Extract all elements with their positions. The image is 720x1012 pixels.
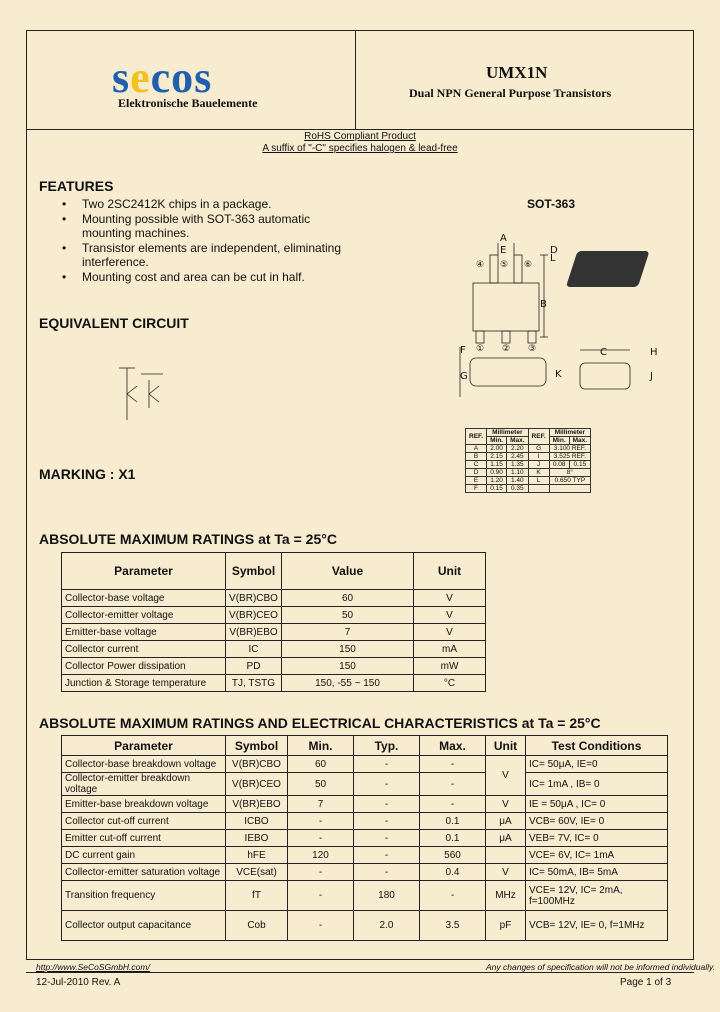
table-row: Collector Power dissipation PD 150 mW [62,658,486,675]
table-row: D 0.90 1.10 K 8° [466,469,591,477]
list-item: • Mounting cost and area can be cut in half. [62,270,362,285]
table-row: Collector output capacitance Cob - 2.0 3.5 pF VCB= 12V, IE= 0, f=1MHz [62,911,668,941]
dim-label: D [550,245,558,256]
header-divider [355,30,356,130]
pin-lead [490,255,498,283]
table-row: Parameter Symbol Min. Typ. Max. Unit Test Conditions [62,736,668,756]
abs-max-table [61,552,486,692]
dim-label: K [555,369,562,380]
package-name: SOT-363 [527,197,576,211]
table-row: Min. Max. Min. Max. [466,437,591,445]
package-drawing [440,225,670,415]
package-body-top [473,283,539,331]
pin-number: ⑤ [500,260,509,270]
marking-label: MARKING : X1 [39,466,136,482]
dim-label: F [460,345,466,356]
table-row: C 1.15 1.35 J 0.08 0.15 [466,461,591,469]
table-row: Collector-base voltage V(BR)CBO 60 V [62,590,486,607]
pin-number: ② [502,344,511,354]
table-row: Collector-emitter voltage V(BR)CEO 50 V [62,607,486,624]
pin-lead [502,331,510,343]
pin-number: ④ [476,260,485,270]
table-row: B 2.15 2.45 I 3.525 REF. [466,453,591,461]
table-row: Parameter Symbol Value Unit [62,553,486,590]
abs-max-title: ABSOLUTE MAXIMUM RATINGS at Ta = 25°C [39,531,337,547]
footer-notice: Any changes of specification will not be informed individually. [486,962,715,972]
part-description: Dual NPN General Purpose Transistors [409,86,612,100]
electrical-title: ABSOLUTE MAXIMUM RATINGS AND ELECTRICAL CHARACTERISTICS at Ta = 25°C [39,715,601,731]
equivalent-circuit-title: EQUIVALENT CIRCUIT [39,315,189,331]
table-row: A 2.00 2.20 G 3.100 REF. [466,445,591,453]
secos-logo: secos [112,53,213,102]
table-row: Emitter cut-off current IEBO - - 0.1 μA VEB= 7V, IC= 0 [62,830,668,847]
table-row: Transition frequency fT - 180 - MHz VCE= 12V, IC= 2mA, f=100MHz [62,881,668,911]
table-row: Junction & Storage temperature TJ, TSTG 150, -55 ~ 150 °C [62,675,486,692]
table-row: Collector-emitter saturation voltage VCE(sat) - - 0.4 V IC= 50mA, IB= 5mA [62,864,668,881]
footer-url[interactable]: http://www.SeCoSGmbH.com/ [36,962,150,972]
dimension-table [465,428,591,493]
pin-lead [528,331,536,343]
table-row: REF. Millimeter REF. Millimeter [466,429,591,437]
list-item: • Transistor elements are independent, eliminating interference. [62,241,362,270]
dim-label: B [540,299,547,310]
dim-label: L [550,253,556,264]
pin-lead [514,255,522,283]
table-row: Collector current IC 150 mA [62,641,486,658]
package-3d-view [566,251,650,287]
halogen-notice: A suffix of "-C" specifies halogen & lead-free [262,143,458,154]
package-body-end [580,363,630,389]
pin-number: ③ [528,344,537,354]
table-row: DC current gain hFE 120 - 560 VCE= 6V, IC= 1mA [62,847,668,864]
table-row: Collector-base breakdown voltage V(BR)CBO 60 - - V IC= 50μA, IE=0 [62,756,668,773]
footer-divider [26,972,694,973]
dim-label: J [650,371,653,382]
dim-label: C [600,347,607,358]
dim-label: H [650,347,658,358]
footer-date: 12-Jul-2010 Rev. A [36,977,121,988]
list-item: • Mounting possible with SOT-363 automatic mounting machines. [62,212,362,241]
footer-page: Page 1 of 3 [620,977,672,988]
dim-label: G [460,371,468,382]
table-row: Collector-emitter breakdown voltage V(BR)CEO 50 - - IC= 1mA , IB= 0 [62,773,668,796]
table-row: Emitter-base breakdown voltage V(BR)EBO 7 - - V IE = 50μA , IC= 0 [62,796,668,813]
rohs-notice: RoHS Compliant Product [304,131,416,142]
table-row: Emitter-base voltage V(BR)EBO 7 V [62,624,486,641]
features-list [62,197,362,284]
pin-number: ① [476,344,485,354]
table-row: F 0.15 0.35 [466,485,591,493]
part-number: UMX1N [486,63,548,82]
equivalent-circuit-drawing [115,360,175,430]
logo-subtitle: Elektronische Bauelemente [118,96,258,110]
features-title: FEATURES [39,178,114,194]
header-bottom-line [26,129,694,130]
pin-number: ⑥ [524,260,533,270]
table-row: Collector cut-off current ICBO - - 0.1 μA VCB= 60V, IE= 0 [62,813,668,830]
pin-lead [476,331,484,343]
package-body-side [470,358,546,386]
electrical-table [61,735,668,941]
table-row: E 1.20 1.40 L 0.650 TYP [466,477,591,485]
dim-label: E [500,245,507,256]
list-item: • Two 2SC2412K chips in a package. [62,197,362,212]
dim-label: A [500,233,507,244]
